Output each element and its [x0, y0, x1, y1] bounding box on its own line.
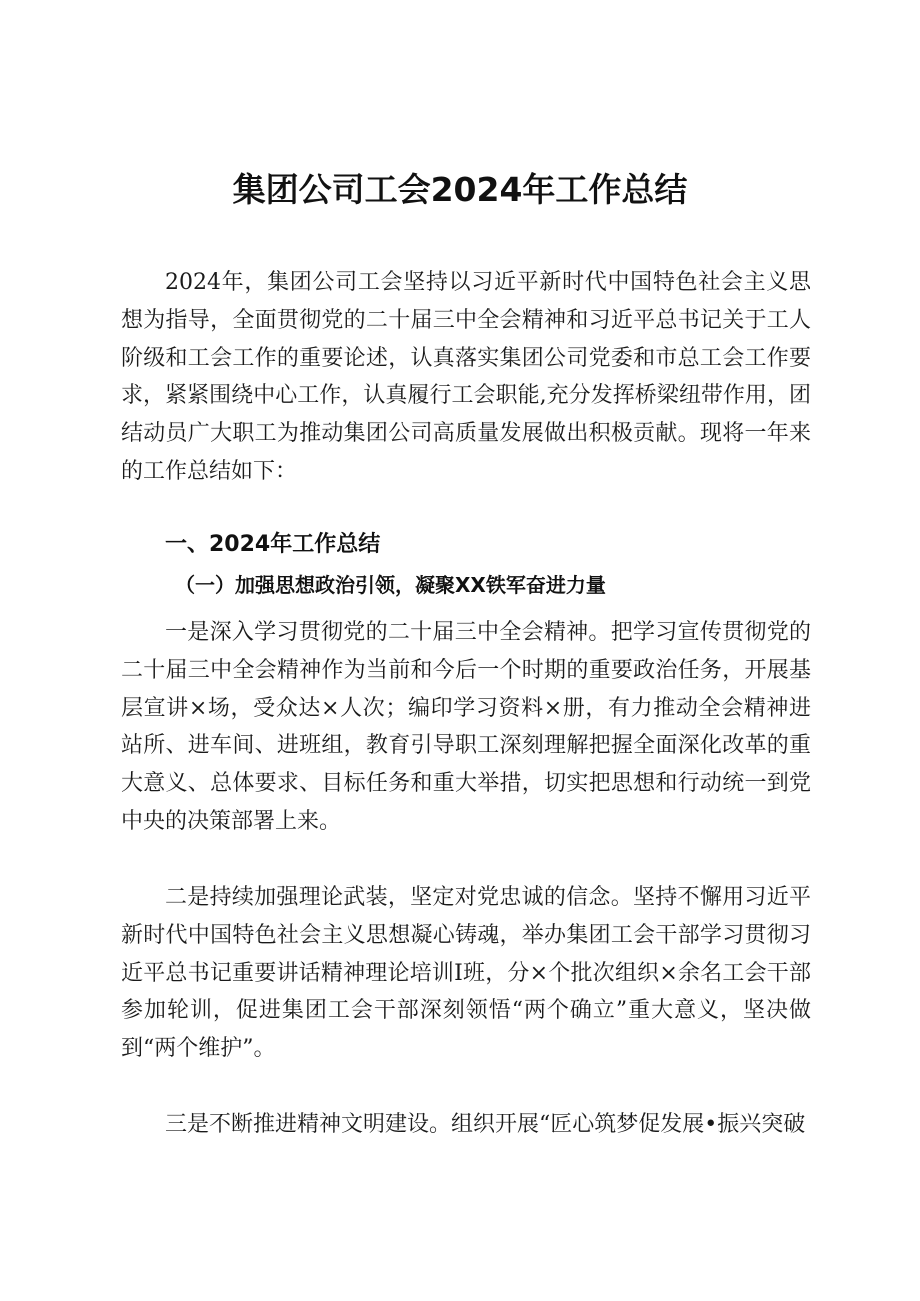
paragraph-two: 二是持续加强理论武装，坚定对党忠诚的信念。坚持不懈用习近平新时代中国特色社会主义思想凝心铸魂，举办集团工会干部学习贯彻习近平总书记重要讲话精神理论培训I班，分×个批次组织×余名工会干部参加轮训，促进集团工会干部深刻领悟“两个确立”重大意义，坚决做到“两个维护”。: [121, 885, 811, 1062]
section-heading: 一、2024年工作总结: [165, 532, 381, 557]
paragraph-three: 三是不断推进精神文明建设。组织开展“匠心筑梦促发展•振兴突破: [165, 1112, 806, 1137]
subsection-heading: （一）加强思想政治引领，凝聚XX铁军奋进力量: [175, 573, 606, 597]
document-title: 集团公司工会2024年工作总结: [232, 170, 688, 209]
paragraph-one: 一是深入学习贯彻党的二十届三中全会精神。把学习宣传贯彻党的二十届三中全会精神作为当前和今后一个时期的重要政治任务，开展基层宣讲×场，受众达×人次；编印学习资料×册，有力推动全会精神进站所、进车间、进班组，教育引导职工深刻理解把握全面深化改革的重大意义、总体要求、目标任务和重大举措，切实把思想和行动统一到党中央的决策部署上来。: [121, 620, 811, 834]
intro-paragraph: 2024年，集团公司工会坚持以习近平新时代中国特色社会主义思想为指导，全面贯彻党的二十届三中全会精神和习近平总书记关于工人阶级和工会工作的重要论述，认真落实集团公司党委和市总工会工作要求，紧紧围绕中心工作，认真履行工会职能,充分发挥桥梁纽带作用，团结动员广大职工为推动集团公司高质量发展做出积极贡献。现将一年来的工作总结如下：: [121, 270, 811, 484]
